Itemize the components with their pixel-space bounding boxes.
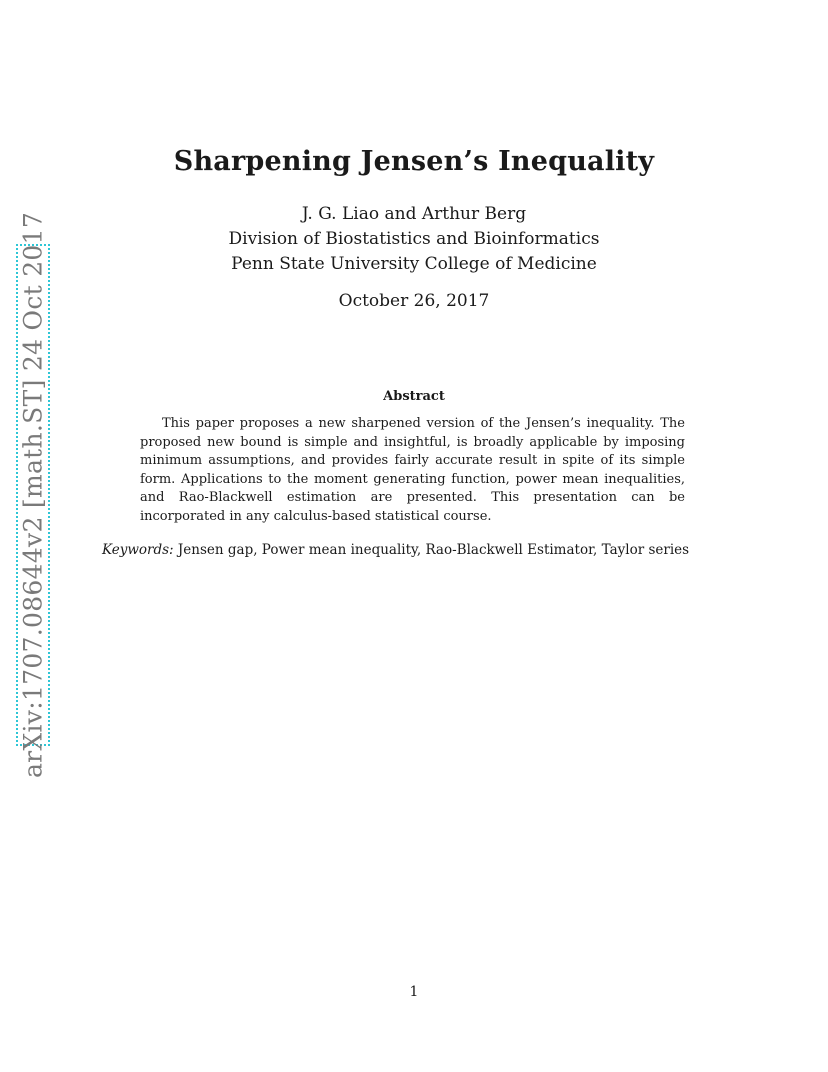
paper-date: October 26, 2017 — [338, 291, 490, 311]
arxiv-stamp — [16, 211, 50, 779]
keywords-label: Keywords: — [102, 542, 174, 558]
paper-title: Sharpening Jensen’s Inequality — [173, 146, 655, 177]
keywords — [102, 542, 742, 558]
arxiv-identifier: arXiv:1707.08644v2 [math.ST] 24 Oct 2017 — [18, 211, 48, 779]
abstract-heading: Abstract — [383, 389, 445, 404]
paper-authors: J. G. Liao and Arthur Berg — [301, 204, 527, 224]
affiliation-line-2: Penn State University College of Medicine — [231, 254, 597, 274]
page-number: 1 — [409, 984, 419, 1000]
affiliation-line-1: Division of Biostatistics and Bioinformatics — [228, 229, 600, 249]
abstract-text: This paper proposes a new sharpened version of the Jensen’s inequality. The proposed new bound is simple and insightful, is broadly applicable by imposing minimum assumptions, and provides fairly accurate result in spite of its simple form. Applications to the moment generating function, power mean inequalities, and Rao-Blackwell estimation are presented. This presentation can be incorporated in any calculus-based statistical course. — [140, 416, 685, 524]
keywords-list: Jensen gap, Power mean inequality, Rao-Blackwell Estimator, Taylor series — [177, 542, 690, 558]
